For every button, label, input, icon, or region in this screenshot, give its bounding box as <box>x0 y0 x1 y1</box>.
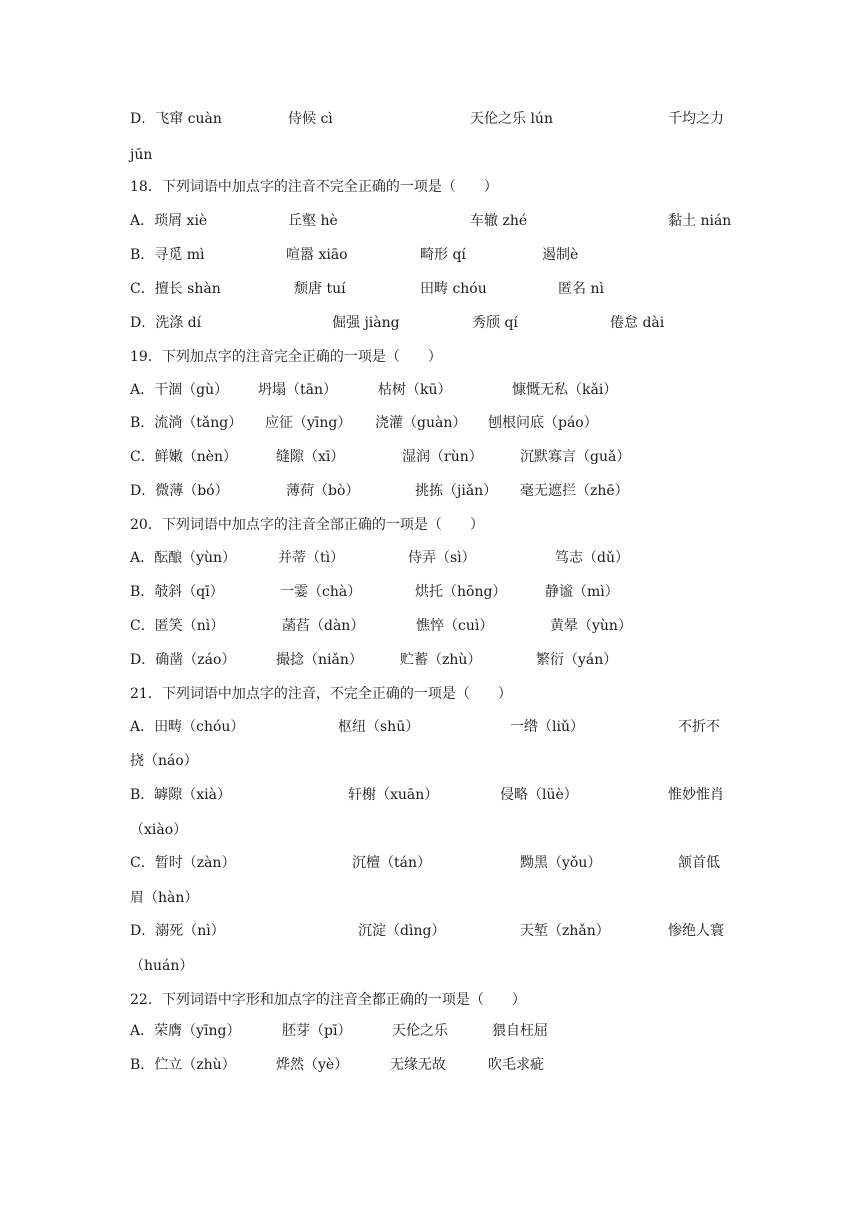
option-word: 不折不 <box>678 719 720 735</box>
option-word: 匿名 nì <box>558 281 604 297</box>
option-word: 憔悴（cuì） <box>416 618 494 634</box>
option-word: 惨绝人寰 <box>668 923 724 939</box>
option-word: D．飞窜 cuàn <box>130 111 222 127</box>
option-word: B．寻觅 mì <box>130 247 205 263</box>
option-row <box>0 1021 860 1041</box>
option-word: 枯树（kū） <box>378 382 452 398</box>
option-word: 猥自枉屈 <box>492 1023 548 1039</box>
option-word: 并蒂（tì） <box>278 550 345 566</box>
option-row <box>0 1055 860 1075</box>
option-row <box>0 245 860 265</box>
option-row <box>0 853 860 873</box>
option-row <box>0 380 860 400</box>
option-word: C．鲜嫩（nèn） <box>130 449 238 465</box>
continued-text: 眉（hàn） <box>130 890 199 906</box>
option-word: 侍弄（sì） <box>408 550 476 566</box>
option-word: A．干涸（gù） <box>130 382 229 398</box>
option-word: 坍塌（tān） <box>258 382 337 398</box>
option-word: 湿润（rùn） <box>402 449 483 465</box>
option-word: 静谧（mì） <box>545 584 619 600</box>
continued-text: 挠（náo） <box>130 753 198 769</box>
option-word: 惟妙惟肖 <box>668 787 724 803</box>
option-row <box>0 279 860 299</box>
option-row <box>0 313 860 333</box>
option-word: 笃志（dǔ） <box>555 550 629 566</box>
option-word: 侵略（lüè） <box>500 787 578 803</box>
option-word: 车辙 zhé <box>470 213 528 229</box>
option-word: 天伦之乐 <box>392 1023 448 1039</box>
option-word: 沉淀（dìng） <box>358 923 446 939</box>
option-row <box>0 211 860 231</box>
option-word: 一绺（liǔ） <box>510 719 584 735</box>
option-word: 沉檀（tán） <box>352 855 431 871</box>
option-word: 倔强 jiàng <box>332 315 400 331</box>
option-word: B．流淌（tǎng） <box>130 415 243 431</box>
option-row <box>0 582 860 602</box>
option-row <box>0 616 860 636</box>
option-word: 沉默寡言（guǎ） <box>520 449 631 465</box>
option-word: 喧嚣 xiāo <box>286 247 348 263</box>
option-word: 天堑（zhǎn） <box>520 923 610 939</box>
option-word: 撮捻（niǎn） <box>276 652 363 668</box>
option-word: 慷慨无私（kǎi） <box>512 382 618 398</box>
option-word: 侍候 cì <box>288 111 333 127</box>
option-word: 颓唐 tuí <box>294 281 346 297</box>
continued-text: （xiào） <box>130 822 188 838</box>
option-word: C．擅长 shàn <box>130 281 221 297</box>
option-row <box>0 548 860 568</box>
option-word: C．匿笑（nì） <box>130 618 225 634</box>
option-word: 繁衍（yán） <box>536 652 618 668</box>
option-word: 畸形 qí <box>420 247 466 263</box>
option-word: A．琐屑 xiè <box>130 213 208 229</box>
option-row <box>0 481 860 501</box>
option-word: 毫无遮拦（zhē） <box>520 483 629 499</box>
option-word: 轩榭（xuān） <box>348 787 439 803</box>
option-row <box>0 921 860 941</box>
option-word: 吹毛求疵 <box>488 1057 544 1073</box>
question-stem: 18．下列词语中加点字的注音不完全正确的一项是（ ） <box>130 179 498 195</box>
option-word: D．洗涤 dí <box>130 315 202 331</box>
option-word: A．荣膺（yīng） <box>130 1023 241 1039</box>
option-word: 颔首低 <box>678 855 720 871</box>
continued-text: （huán） <box>130 958 194 974</box>
option-word: 浇灌（guàn） <box>375 415 467 431</box>
option-row <box>0 650 860 670</box>
option-word: 贮蓄（zhù） <box>400 652 482 668</box>
option-word: 丘壑 hè <box>288 213 338 229</box>
option-word: D．溺死（nì） <box>130 923 225 939</box>
option-word: B．伫立（zhù） <box>130 1057 236 1073</box>
option-word: 刨根问底（páo） <box>488 415 598 431</box>
option-word: 烘托（hōng） <box>415 584 507 600</box>
option-word: 无缘无故 <box>390 1057 446 1073</box>
option-word: 烨然（yè） <box>276 1057 349 1073</box>
option-row <box>0 447 860 467</box>
option-word: 天伦之乐 lún <box>470 111 553 127</box>
option-word: A．酝酿（yùn） <box>130 550 237 566</box>
option-word: 遏制è <box>542 247 579 263</box>
option-word: 黝黑（yǒu） <box>520 855 602 871</box>
option-word: 挑拣（jiǎn） <box>415 483 498 499</box>
option-word: 薄荷（bò） <box>286 483 360 499</box>
question-stem: 20．下列词语中加点字的注音全部正确的一项是（ ） <box>130 517 484 533</box>
option-word: 黏土 nián <box>668 213 732 229</box>
option-row <box>0 109 860 129</box>
option-word: 缝隙（xī） <box>276 449 345 465</box>
option-row <box>0 413 860 433</box>
option-word: A．田畴（chóu） <box>130 719 245 735</box>
option-word: B．攲斜（qī） <box>130 584 224 600</box>
option-word: 秀颀 qí <box>472 315 518 331</box>
question-stem: 19．下列加点字的注音完全正确的一项是（ ） <box>130 349 442 365</box>
option-word: 枢纽（shū） <box>338 719 420 735</box>
option-word: 一霎（chà） <box>280 584 362 600</box>
question-stem: 21．下列词语中加点字的注音，不完全正确的一项是（ ） <box>130 686 512 702</box>
option-word: 菡萏（dàn） <box>282 618 365 634</box>
option-word: D．微薄（bó） <box>130 483 229 499</box>
option-word: C．暂时（zàn） <box>130 855 236 871</box>
option-word: 倦怠 dài <box>610 315 665 331</box>
question-stem: 22．下列词语中字形和加点字的注音全都正确的一项是（ ） <box>130 992 526 1008</box>
option-row <box>0 717 860 737</box>
option-word: 胚芽（pī） <box>282 1023 352 1039</box>
option-word: 田畴 chóu <box>420 281 487 297</box>
option-word: B．罅隙（xià） <box>130 787 232 803</box>
option-word: 黄晕（yùn） <box>550 618 632 634</box>
option-word: 应征（yīng） <box>265 415 352 431</box>
continued-text: jūn <box>130 147 153 163</box>
option-row <box>0 785 860 805</box>
option-word: D．确凿（záo） <box>130 652 236 668</box>
option-word: 千均之力 <box>668 111 724 127</box>
